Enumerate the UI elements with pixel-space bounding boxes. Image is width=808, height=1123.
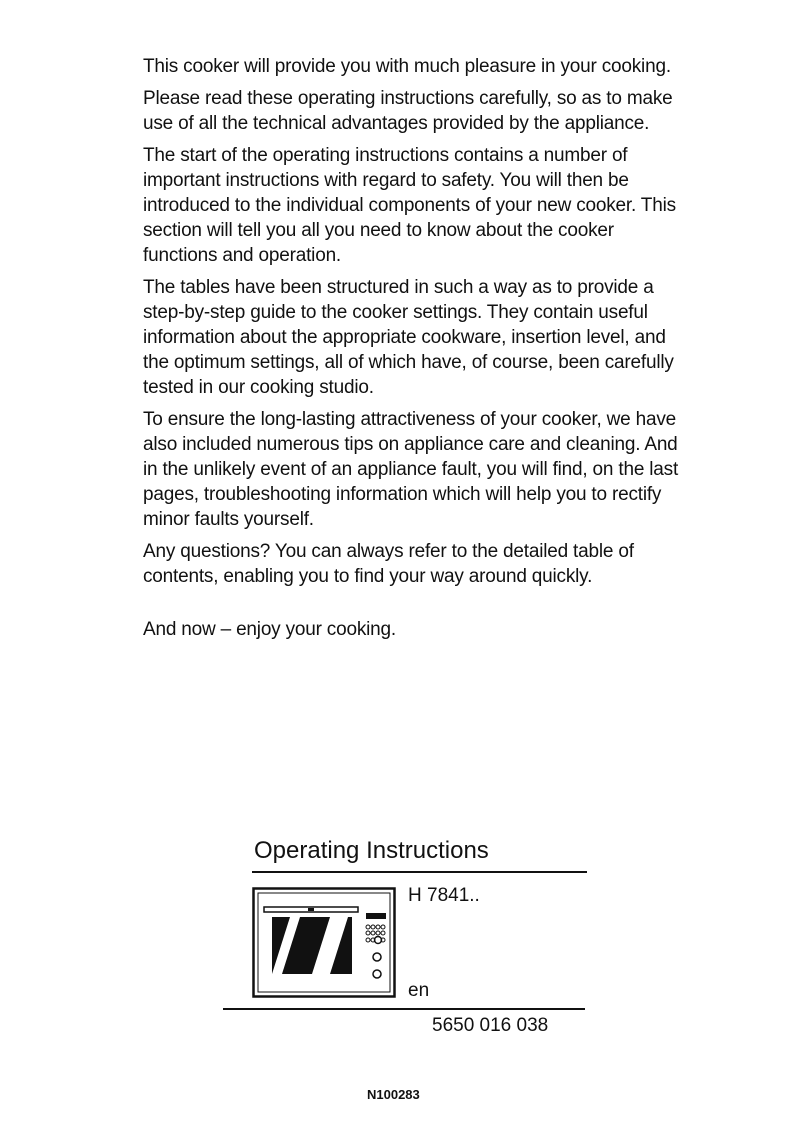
intro-paragraph: Please read these operating instructions carefully, so as to make use of all the technical advantages provided by the appliance. xyxy=(143,88,673,134)
intro-text xyxy=(143,54,683,649)
closing-line: And now – enjoy your cooking. xyxy=(143,619,396,640)
language-code: en xyxy=(408,980,430,1001)
title-divider xyxy=(252,871,587,873)
part-number: 5650 016 038 xyxy=(432,1015,549,1036)
model-number: H 7841.. xyxy=(408,885,480,906)
intro-paragraph: To ensure the long-lasting attractiveness of your cooker, we have also included numerous tips on appliance care and cleaning. And in the unlikely event of an appliance fault, you will find, on the last pages, troubleshooting information which will help you to rectify minor faults yourself. xyxy=(143,409,679,530)
document-title: Operating Instructions xyxy=(254,837,489,864)
cover-divider xyxy=(223,1008,585,1010)
intro-paragraph: The tables have been structured in such a way as to provide a step-by-step guide to the cooker settings. They contain useful information about the appropriate cookware, insertion level, and the optimum settings, all of which have, of course, been carefully tested in our cooking studio. xyxy=(143,277,674,398)
document-id: N100283 xyxy=(367,1087,420,1102)
intro-paragraph: This cooker will provide you with much pleasure in your cooking. xyxy=(143,56,671,77)
intro-paragraph: The start of the operating instructions contains a number of important instructions with regard to safety. You will then be introduced to the individual components of your new cooker. This section will tell you all you need to know about the cooker functions and operation. xyxy=(143,145,676,266)
intro-paragraph: Any questions? You can always refer to the detailed table of contents, enabling you to find your way around quickly. xyxy=(143,541,634,587)
oven-icon xyxy=(252,887,396,999)
